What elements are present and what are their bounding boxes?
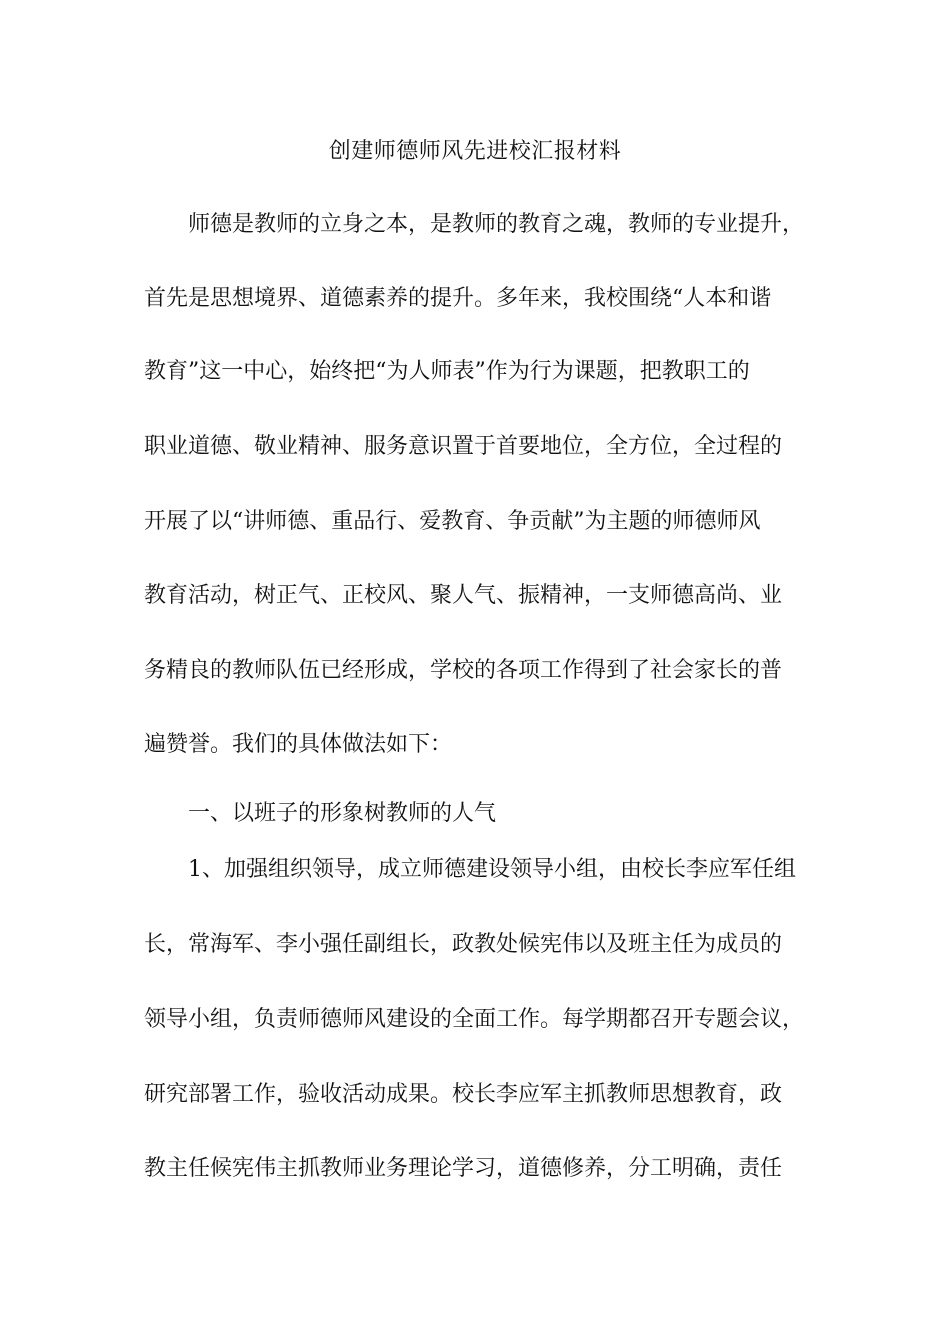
paragraph-line: 领导小组，负责师德师风建设的全面工作。每学期都召开专题会议， bbox=[144, 1007, 805, 1032]
paragraph-line: 务精良的教师队伍已经形成，学校的各项工作得到了社会家长的普 bbox=[144, 658, 783, 683]
paragraph-line: 1、加强组织领导，成立师德建设领导小组，由校长李应军任组 bbox=[188, 857, 796, 882]
section-heading: 一、以班子的形象树教师的人气 bbox=[188, 801, 497, 826]
paragraph-line: 师德是教师的立身之本，是教师的教育之魂，教师的专业提升， bbox=[188, 212, 805, 237]
document-title: 创建师德师风先进校汇报材料 bbox=[328, 139, 622, 164]
paragraph-line: 遍赞誉。我们的具体做法如下： bbox=[144, 732, 453, 757]
paragraph-line: 开展了以“讲师德、重品行、爱教育、争贡献”为主题的师德师风 bbox=[144, 509, 761, 534]
paragraph-line: 研究部署工作，验收活动成果。校长李应军主抓教师思想教育，政 bbox=[144, 1082, 783, 1107]
paragraph-line: 首先是思想境界、道德素养的提升。多年来，我校围绕“人本和谐 bbox=[144, 286, 772, 311]
paragraph-line: 长，常海军、李小强任副组长，政教处候宪伟以及班主任为成员的 bbox=[144, 932, 783, 957]
paragraph-line: 教育活动，树正气、正校风、聚人气、振精神，一支师德高尚、业 bbox=[144, 583, 783, 608]
paragraph-line: 职业道德、敬业精神、服务意识置于首要地位，全方位，全过程的 bbox=[144, 434, 783, 459]
paragraph-line: 教主任候宪伟主抓教师业务理论学习，道德修养，分工明确，责任 bbox=[144, 1156, 783, 1181]
paragraph-line: 教育”这一中心，始终把“为人师表”作为行为课题，把教职工的 bbox=[144, 359, 750, 384]
